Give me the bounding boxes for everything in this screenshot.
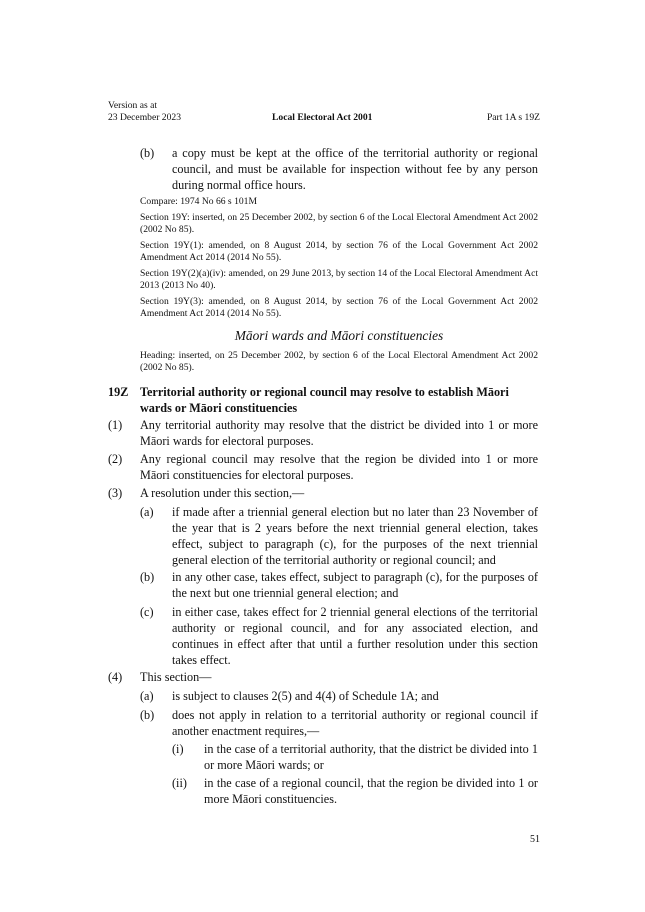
subparagraph-label: (i) — [172, 742, 184, 756]
history-note: Section 19Y: inserted, on 25 December 2002, by section 6 of the Local Electoral Amendment Act 2002 (2002 No 85). — [140, 212, 538, 235]
section-title: Territorial authority or regional council may resolve to establish Māori wards or Māori constituencies — [140, 385, 509, 415]
paragraph-text: if made after a triennial general election but no later than 23 November of the year that is 2 years before the next triennial general election, takes effect, subject to paragraph (c), for the purposes of the next triennial general election of the territorial authority or regional council; and — [172, 505, 538, 567]
para-label: (b) — [140, 146, 155, 160]
subsection-text: Any regional council may resolve that the region be divided into 1 or more Māori constituencies for electoral purposes. — [140, 452, 538, 482]
version-date: 23 December 2023 — [108, 112, 181, 123]
para-text: a copy must be kept at the office of the territorial authority or regional council, and must be available for inspection without fee by any person during normal office hours. — [172, 146, 538, 192]
paragraph-label: (c) — [140, 605, 154, 619]
page-number: 51 — [530, 834, 540, 845]
subsection-text: This section— — [140, 670, 212, 684]
paragraph-label: (a) — [140, 505, 154, 519]
part-reference: Part 1A s 19Z — [486, 112, 540, 123]
paragraph-text: in either case, takes effect for 2 triennial general elections of the territorial authority or regional council, and for any associated election, and continues in effect after that until a further resolution under this section takes effect. — [172, 605, 538, 667]
act-title: Local Electoral Act 2001 — [272, 112, 373, 123]
paragraph-label: (b) — [140, 570, 155, 584]
subsection-label: (3) — [108, 486, 123, 500]
paragraph-label: (a) — [140, 689, 154, 703]
compare-note: Compare: 1974 No 66 s 101M — [140, 196, 257, 207]
paragraph-text: in any other case, takes effect, subject to paragraph (c), for the purposes of the next but one triennial general election; and — [172, 570, 538, 600]
subsection-text: A resolution under this section,— — [140, 486, 305, 500]
subparagraph-text: in the case of a regional council, that the region be divided into 1 or more Māori constituencies. — [204, 776, 538, 806]
subparagraph-text: in the case of a territorial authority, that the district be divided into 1 or more Māori wards; or — [204, 742, 538, 772]
cross-heading: Māori wards and Māori constituencies — [234, 328, 444, 343]
history-note: Section 19Y(3): amended, on 8 August 2014, by section 76 of the Local Government Act 2002 Amendment Act 2014 (2014 No 55). — [140, 296, 538, 319]
paragraph-text: does not apply in relation to a territorial authority or regional council if another enactment requires,— — [172, 708, 538, 738]
section-number: 19Z — [108, 385, 129, 399]
subsection-text: Any territorial authority may resolve that the district be divided into 1 or more Māori wards for electoral purposes. — [140, 418, 538, 448]
history-note: Section 19Y(1): amended, on 8 August 2014, by section 76 of the Local Government Act 2002 Amendment Act 2014 (2014 No 55). — [140, 240, 538, 263]
paragraph-label: (b) — [140, 708, 155, 722]
subsection-label: (1) — [108, 418, 123, 432]
subsection-label: (4) — [108, 670, 123, 684]
subsection-label: (2) — [108, 452, 123, 466]
subparagraph-label: (ii) — [172, 776, 187, 790]
paragraph-text: is subject to clauses 2(5) and 4(4) of Schedule 1A; and — [172, 689, 439, 703]
version-label: Version as at — [108, 100, 158, 111]
heading-note: Heading: inserted, on 25 December 2002, by section 6 of the Local Electoral Amendment Act 2002 (2002 No 85). — [140, 350, 538, 373]
history-note: Section 19Y(2)(a)(iv): amended, on 29 June 2013, by section 14 of the Local Electoral Amendment Act 2013 (2013 No 40). — [140, 268, 538, 291]
